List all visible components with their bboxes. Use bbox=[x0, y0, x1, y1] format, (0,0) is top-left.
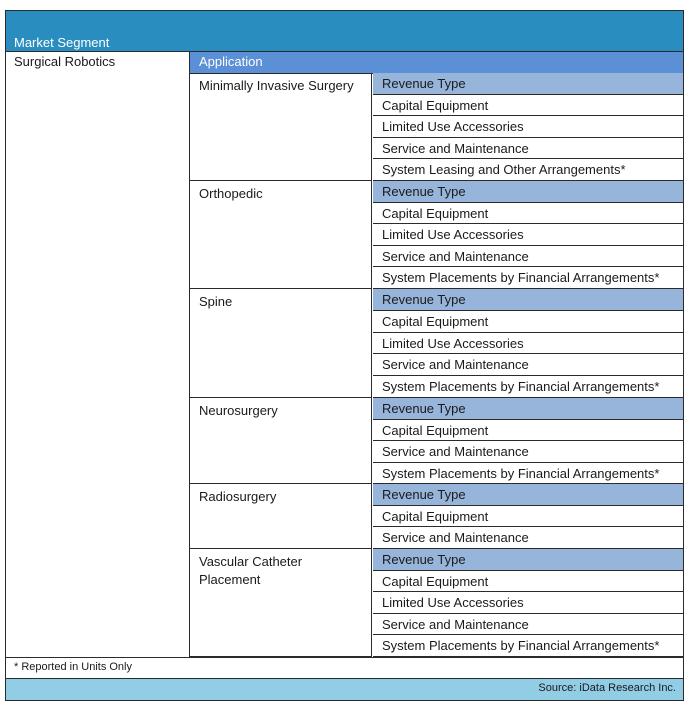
segment-name: Surgical Robotics bbox=[14, 54, 116, 69]
revenue-type-label: Service and Maintenance bbox=[382, 248, 529, 264]
revenue-type-row bbox=[373, 635, 683, 657]
revenue-type-row bbox=[373, 571, 683, 593]
revenue-type-row bbox=[373, 311, 683, 333]
revenue-type-header-label: Revenue Type bbox=[382, 76, 466, 91]
application-name: Minimally Invasive Surgery bbox=[199, 78, 354, 93]
revenue-type-label: Service and Maintenance bbox=[382, 530, 529, 546]
revenue-type-header bbox=[373, 73, 683, 95]
revenue-type-label: Limited Use Accessories bbox=[382, 595, 524, 611]
revenue-type-row bbox=[373, 159, 683, 181]
revenue-type-row bbox=[373, 506, 683, 528]
revenue-type-row bbox=[373, 420, 683, 442]
revenue-type-label: System Placements by Financial Arrangements* bbox=[382, 638, 660, 654]
revenue-type-header-label: Revenue Type bbox=[382, 552, 466, 567]
footnote bbox=[6, 657, 683, 679]
source-text: Source: iData Research Inc. bbox=[538, 682, 676, 694]
revenue-type-header bbox=[373, 289, 683, 311]
application-cell bbox=[190, 289, 372, 398]
revenue-type-label: Capital Equipment bbox=[382, 205, 489, 221]
revenue-type-label: Limited Use Accessories bbox=[382, 335, 524, 351]
segmentation-table bbox=[5, 10, 684, 701]
revenue-type-label: Service and Maintenance bbox=[382, 357, 529, 373]
revenue-type-label: System Placements by Financial Arrangements* bbox=[382, 270, 660, 286]
revenue-type-label: Limited Use Accessories bbox=[382, 227, 524, 243]
revenue-type-row bbox=[373, 203, 683, 225]
revenue-type-row bbox=[373, 116, 683, 138]
revenue-type-label: Capital Equipment bbox=[382, 508, 489, 524]
application-header-label: Application bbox=[199, 54, 263, 69]
revenue-type-row bbox=[373, 376, 683, 398]
revenue-type-label: System Placements by Financial Arrangements* bbox=[382, 465, 660, 481]
revenue-type-label: Service and Maintenance bbox=[382, 616, 529, 632]
revenue-type-label: System Leasing and Other Arrangements* bbox=[382, 162, 626, 178]
revenue-type-row bbox=[373, 614, 683, 636]
revenue-type-row bbox=[373, 463, 683, 485]
revenue-type-header-label: Revenue Type bbox=[382, 487, 466, 502]
revenue-type-label: Capital Equipment bbox=[382, 313, 489, 329]
application-name: Spine bbox=[199, 294, 233, 309]
revenue-type-row bbox=[373, 527, 683, 549]
revenue-type-row bbox=[373, 138, 683, 160]
revenue-type-label: Capital Equipment bbox=[382, 97, 489, 113]
application-cell bbox=[190, 73, 372, 181]
application-cell bbox=[190, 549, 372, 657]
application-name: Radiosurgery bbox=[199, 489, 277, 504]
application-cell bbox=[190, 398, 372, 484]
revenue-type-header-label: Revenue Type bbox=[382, 292, 466, 307]
revenue-type-row bbox=[373, 441, 683, 463]
segment-cell bbox=[6, 52, 190, 657]
revenue-type-header bbox=[373, 549, 683, 571]
revenue-type-label: Service and Maintenance bbox=[382, 140, 529, 156]
revenue-type-label: Service and Maintenance bbox=[382, 444, 529, 459]
application-header bbox=[190, 52, 683, 74]
footnote-text: * Reported in Units Only bbox=[14, 661, 132, 673]
application-name: Neurosurgery bbox=[199, 403, 278, 418]
revenue-type-label: Capital Equipment bbox=[382, 573, 489, 589]
revenue-type-label: Limited Use Accessories bbox=[382, 119, 524, 135]
revenue-type-row bbox=[373, 246, 683, 268]
application-name: Orthopedic bbox=[199, 186, 263, 201]
revenue-type-header bbox=[373, 181, 683, 203]
revenue-type-row bbox=[373, 267, 683, 289]
table-header bbox=[6, 11, 683, 52]
revenue-type-header bbox=[373, 398, 683, 420]
source-bar bbox=[6, 679, 683, 700]
revenue-type-row bbox=[373, 224, 683, 246]
revenue-type-header-label: Revenue Type bbox=[382, 401, 466, 416]
revenue-type-row bbox=[373, 592, 683, 614]
revenue-type-header-label: Revenue Type bbox=[382, 184, 466, 199]
application-name: Vascular Catheter Placement bbox=[199, 554, 303, 587]
revenue-type-row bbox=[373, 95, 683, 117]
revenue-type-row bbox=[373, 333, 683, 355]
revenue-type-label: Capital Equipment bbox=[382, 422, 489, 438]
application-cell bbox=[190, 484, 372, 549]
revenue-type-header bbox=[373, 484, 683, 506]
revenue-type-label: System Placements by Financial Arrangements* bbox=[382, 379, 660, 395]
market-segment-header: Market Segment bbox=[14, 35, 110, 50]
application-cell bbox=[190, 181, 372, 289]
revenue-type-row bbox=[373, 354, 683, 376]
